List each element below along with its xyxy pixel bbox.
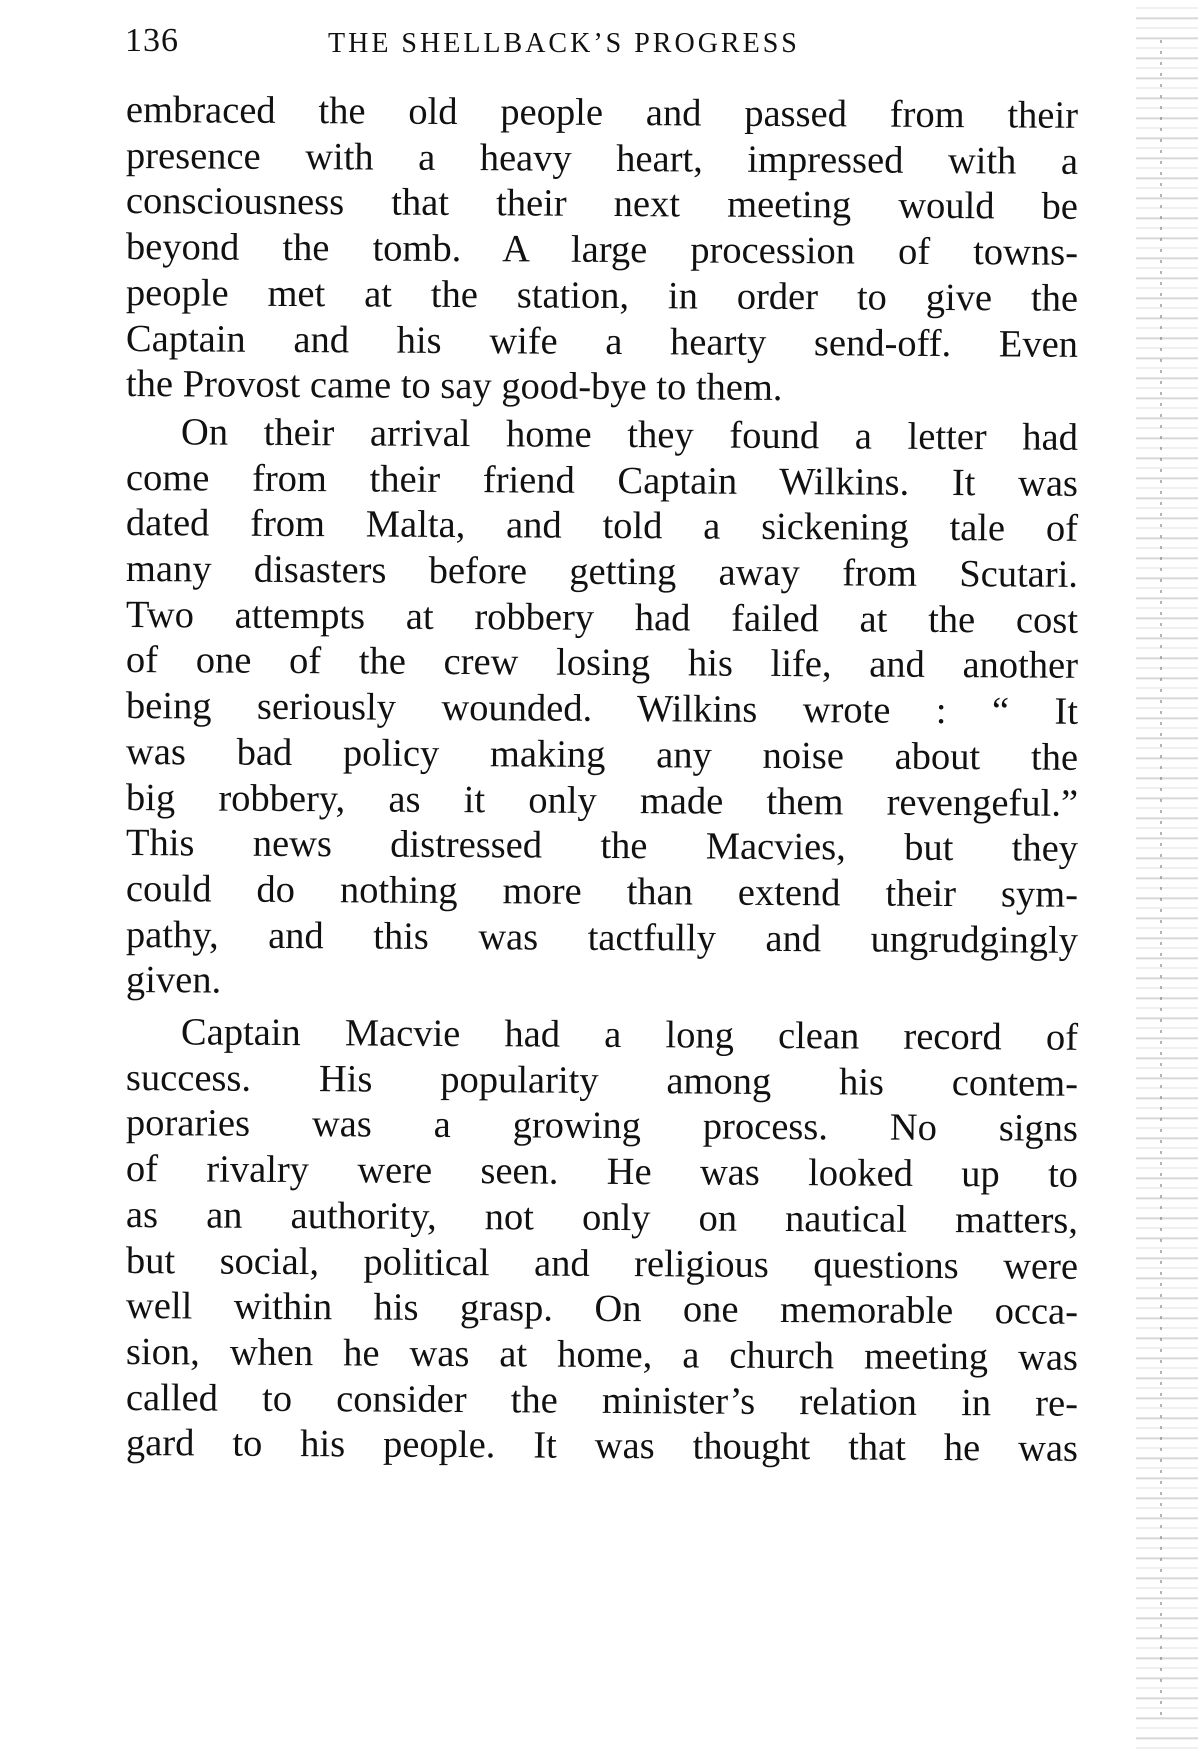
text-line: was bad policy making any noise about the [125,730,1079,779]
text-line: poraries was a growing process. No signs [125,1102,1079,1151]
text-line: consciousness that their next meeting would be [125,180,1079,229]
text-line: people met at the station, in order to give the [125,271,1079,320]
text-line: dated from Malta, and told a sickening tale of [125,502,1079,551]
text-line: beyond the tomb. A large procession of towns- [125,226,1079,274]
text-line: big robbery, as it only made them revengeful.” [125,776,1079,825]
scan-gutter-edge [1136,0,1198,1750]
text-line: called to consider the minister’s relation in re- [125,1376,1079,1425]
scan-binding-shadow [1160,40,1162,1720]
text-line: but social, political and religious questions were [125,1239,1079,1288]
text-line: the Provost came to say good-bye to them. [125,363,783,410]
page-header [125,22,905,72]
page-number: 136 [125,22,179,59]
text-line: pathy, and this was tactfully and ungrudgingly [125,913,1079,962]
text-line: well within his grasp. On one memorable occa- [125,1285,1079,1334]
text-line: sion, when he was at home, a church meeting was [125,1330,1079,1379]
paragraph-2 [126,410,1078,1004]
text-line: could do nothing more than extend their sym- [125,867,1079,916]
text-line: presence with a heavy heart, impressed with a [125,134,1079,183]
text-line: This news distressed the Macvies, but they [125,822,1079,871]
text-line: Captain Macvie had a long clean record of [180,1011,1079,1059]
text-line: embraced the old people and passed from their [125,89,1079,137]
text-line: as an authority, not only on nautical matters, [125,1193,1079,1242]
running-title: THE SHELLBACK’S PROGRESS [328,28,800,59]
text-line: many disasters before getting away from Scutari. [125,548,1079,596]
text-line: success. His popularity among his contem- [125,1056,1079,1105]
text-line: gard to his people. It was thought that he was [125,1422,1079,1471]
text-line: On their arrival home they found a letter had [180,411,1079,459]
text-line: come from their friend Captain Wilkins. It was [125,456,1079,505]
text-line: Two attempts at robbery had failed at the cost [125,593,1079,642]
text-line: being seriously wounded. Wilkins wrote : “ It [125,685,1079,733]
body-text [125,88,1079,1471]
text-line: of rivalry were seen. He was looked up to [125,1148,1079,1196]
paragraph-1 [126,88,1078,408]
text-line: given. [125,959,222,1002]
text-line: of one of the crew losing his life, and another [125,639,1079,688]
text-line: Captain and his wife a hearty send-off. Even [125,317,1079,366]
paragraph-3 [125,1010,1079,1471]
